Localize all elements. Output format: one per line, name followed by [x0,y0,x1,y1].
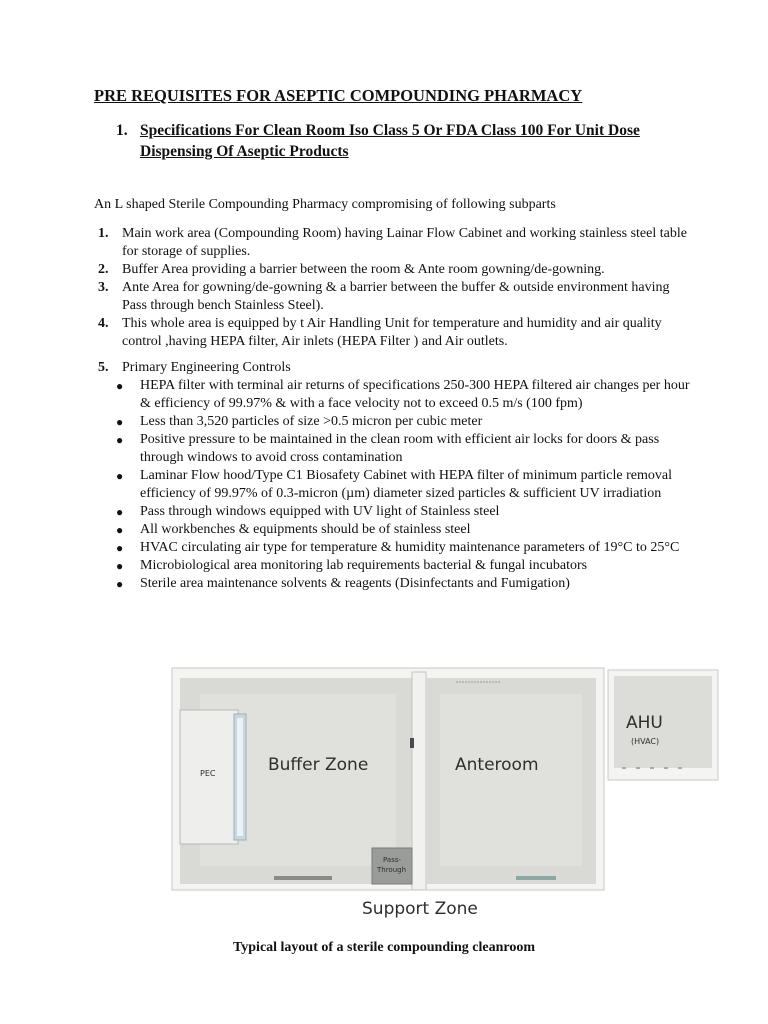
list-item-text: Primary Engineering Controls [122,360,291,375]
list-item-number: 1. [98,226,109,241]
list-item [94,279,694,315]
bullet-text: Microbiological area monitoring lab requirements bacterial & fungal incubators [140,558,588,573]
bullet-item [94,377,694,413]
list-item [94,359,694,377]
bullet-icon: ● [116,379,124,393]
cleanroom-floorplan [170,664,720,926]
bullet-text: Laminar Flow hood/Type C1 Biosafety Cabinet with HEPA filter of minimum particle removal efficiency of 99.97% of 0.3-micron (µm) diameter sized particles & sufficient UV irradiation [140,468,672,501]
bullet-icon: ● [116,559,124,573]
bullet-text: Less than 3,520 particles of size >0.5 micron per cubic meter [140,414,483,429]
bullet-item [94,539,694,557]
section-number: 1. [116,122,128,139]
bullet-icon: ● [116,469,124,483]
bullet-icon: ● [116,577,124,591]
bullet-text: HVAC circulating air type for temperature & humidity maintenance parameters of 19°C to 25°C [140,540,680,555]
pass-through-label-line1: Pass- [383,856,402,864]
anteroom-label: Anteroom [455,755,539,775]
bullet-text: Sterile area maintenance solvents & reagents (Disinfectants and Fumigation) [140,576,570,591]
section-heading-text: Specifications For Clean Room Iso Class 5 Or FDA Class 100 For Unit Dose Dispensing Of Aseptic Products [140,122,640,160]
ahu-label: AHU [626,713,663,733]
engineering-controls-list [94,377,694,593]
list-item-number: 2. [98,262,109,277]
list-item-text: This whole area is equipped by t Air Handling Unit for temperature and humidity and air quality control ,having HEPA filter, Air inlets (HEPA Filter ) and Air outlets. [122,316,662,349]
bullet-text: Pass through windows equipped with UV light of Stainless steel [140,504,500,519]
cleanroom-layout-figure [170,664,720,926]
section-heading [116,120,676,162]
bullet-text: HEPA filter with terminal air returns of specifications 250-300 HEPA filtered air changes per hour & efficiency of 99.97% & with a face velocity not to exceed 0.5 m/s (100 fpm) [140,378,690,411]
bullet-icon: ● [116,541,124,555]
buffer-zone-label: Buffer Zone [268,755,369,775]
list-item [94,225,694,261]
bullet-icon: ● [116,505,124,519]
floor-grate [274,876,332,880]
bullet-item [94,431,694,467]
bullet-icon: ● [116,415,124,429]
list-item-number: 3. [98,280,109,295]
bullet-item [94,467,694,503]
bullet-item [94,521,694,539]
list-item-number: 5. [98,360,109,375]
support-zone-label: Support Zone [362,899,478,919]
bullet-item [94,575,694,593]
bullet-text: All workbenches & equipments should be of stainless steel [140,522,471,537]
list-item-number: 4. [98,316,109,331]
intro-paragraph: An L shaped Sterile Compounding Pharmacy compromising of following subparts [94,197,556,212]
bullet-item [94,413,694,431]
list-item-text: Main work area (Compounding Room) having Lainar Flow Cabinet and working stainless steel table for storage of supplies. [122,226,687,259]
floor-grate [516,876,556,880]
subparts-list [94,225,694,593]
door-handle-icon [410,738,414,748]
bullet-item [94,503,694,521]
bullet-text: Positive pressure to be maintained in the clean room with efficient air locks for doors & pass through windows to avoid cross contamination [140,432,660,465]
hvac-label: (HVAC) [631,737,660,746]
list-item-text: Buffer Area providing a barrier between the room & Ante room gowning/de-gowning. [122,262,605,277]
divider-wall [412,672,426,890]
pass-through-label-line2: Through [377,866,407,874]
figure-caption: Typical layout of a sterile compounding cleanroom [232,940,536,955]
bullet-item [94,557,694,575]
bullet-icon: ● [116,523,124,537]
pec-label: PEC [200,769,216,778]
document-title: PRE REQUISITES FOR ASEPTIC COMPOUNDING PHARMACY [94,86,583,105]
list-item-text: Ante Area for gowning/de-gowning & a barrier between the buffer & outside environment having Pass through bench Stainless Steel). [122,280,670,313]
list-item [94,315,694,351]
bullet-icon: ● [116,433,124,447]
list-item [94,261,694,279]
